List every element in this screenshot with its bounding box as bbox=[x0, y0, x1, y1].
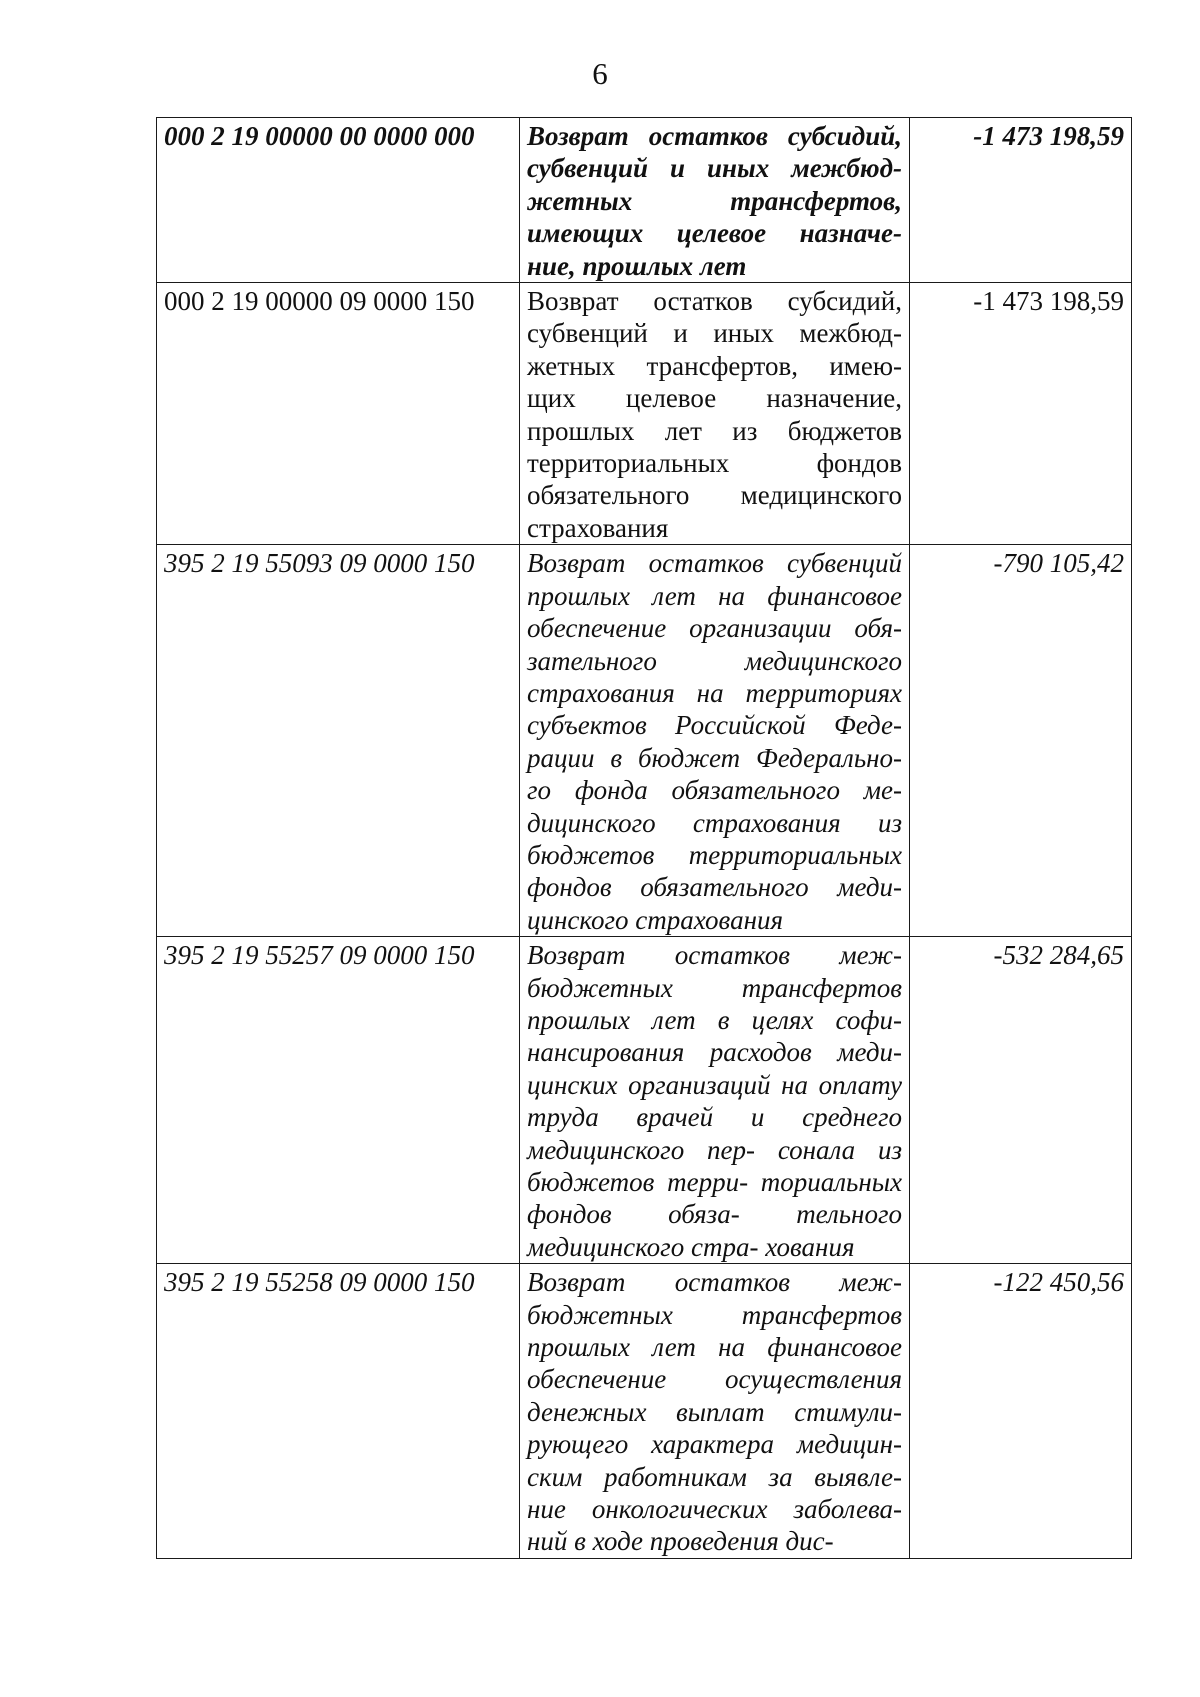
budget-code-cell: 395 2 19 55093 09 0000 150 bbox=[157, 545, 520, 937]
description-cell bbox=[520, 545, 910, 937]
description-line: прошлых лет из бюджетов bbox=[527, 415, 902, 446]
description-line: имеющих целевое назначе- bbox=[527, 218, 902, 249]
description-line: обязательного медицинского bbox=[527, 480, 902, 511]
description-line: ским работникам за выявле- bbox=[527, 1461, 902, 1492]
description-line: ний в ходе проведения дис- bbox=[527, 1526, 834, 1557]
description-line: страхования на территориях bbox=[527, 677, 902, 708]
description-line: сонала из бюджетов терри- bbox=[527, 1134, 903, 1197]
table-row bbox=[157, 1264, 1132, 1559]
description-line: бюджетных трансфертов bbox=[527, 1299, 902, 1330]
description-line: жетных трансфертов, bbox=[527, 185, 902, 216]
description-line: щих целевое назначение, bbox=[527, 383, 902, 414]
description-line: нансирования расходов меди- bbox=[527, 1037, 902, 1068]
description-line: дицинского страхования из bbox=[527, 807, 902, 838]
description-cell bbox=[520, 283, 910, 545]
description-line: Возврат остатков меж- bbox=[527, 940, 902, 971]
description-line: среднего медицинского пер- bbox=[527, 1102, 903, 1165]
page-number: 6 bbox=[592, 56, 608, 91]
table-row bbox=[157, 937, 1132, 1264]
description-line: тельного медицинского стра- bbox=[527, 1199, 902, 1262]
description-line: Возврат остатков меж- bbox=[527, 1267, 902, 1298]
description-line: го фонда обязательного ме- bbox=[527, 775, 902, 806]
amount-cell: -790 105,42 bbox=[910, 545, 1132, 937]
description-line: прошлых лет в целях софи- bbox=[527, 1004, 902, 1035]
description-line: рации в бюджет Федерально- bbox=[527, 742, 902, 773]
amount-cell: -532 284,65 bbox=[910, 937, 1132, 1264]
description-line: цинского страхования bbox=[527, 904, 784, 935]
budget-code-cell: 395 2 19 55258 09 0000 150 bbox=[157, 1264, 520, 1559]
description-line: Возврат остатков субсидий, bbox=[527, 121, 902, 151]
description-line: бюджетных трансфертов bbox=[527, 972, 902, 1003]
description-cell bbox=[520, 1264, 910, 1559]
description-line: ние онкологических заболева- bbox=[527, 1494, 902, 1525]
description-line: субвенций и иных межбюд- bbox=[527, 318, 902, 349]
description-line: страхования bbox=[527, 512, 669, 543]
description-line: территориальных фондов bbox=[527, 448, 902, 479]
budget-code-cell: 395 2 19 55257 09 0000 150 bbox=[157, 937, 520, 1264]
description-line: Возврат остатков субвенций bbox=[527, 548, 902, 579]
description-line: зательного медицинского bbox=[527, 645, 902, 676]
budget-classification-table bbox=[156, 117, 1132, 1559]
table-row bbox=[157, 118, 1132, 283]
description-line: рующего характера медицин- bbox=[527, 1429, 902, 1460]
budget-code-cell: 000 2 19 00000 00 0000 000 bbox=[157, 118, 520, 283]
amount-cell: -1 473 198,59 bbox=[910, 118, 1132, 283]
description-line: ние, прошлых лет bbox=[527, 250, 747, 281]
description-line: жетных трансфертов, имею- bbox=[527, 350, 902, 381]
description-cell bbox=[520, 937, 910, 1264]
description-line: прошлых лет на финансовое bbox=[527, 1332, 902, 1363]
description-line: фондов обязательного меди- bbox=[527, 872, 902, 903]
amount-cell: -1 473 198,59 bbox=[910, 283, 1132, 545]
description-line: бюджетов территориальных bbox=[527, 839, 902, 870]
description-line: денежных выплат стимули- bbox=[527, 1396, 902, 1427]
description-cell bbox=[520, 118, 910, 283]
description-line: субъектов Российской Феде- bbox=[527, 710, 902, 741]
description-line: обеспечение осуществления bbox=[527, 1364, 902, 1395]
amount-cell: -122 450,56 bbox=[910, 1264, 1132, 1559]
description-line: хования bbox=[765, 1231, 855, 1262]
description-line: на оплату труда врачей и bbox=[527, 1069, 902, 1133]
description-line: цинских организаций bbox=[527, 1069, 771, 1100]
table-row bbox=[157, 283, 1132, 545]
description-line: ториальных фондов обяза- bbox=[527, 1167, 902, 1230]
description-line: Возврат остатков субсидий, bbox=[527, 286, 902, 317]
description-line: прошлых лет на финансовое bbox=[527, 580, 902, 611]
description-line: субвенций и иных межбюд- bbox=[527, 153, 902, 184]
budget-code-cell: 000 2 19 00000 09 0000 150 bbox=[157, 283, 520, 545]
table-row bbox=[157, 545, 1132, 937]
description-line: обеспечение организации обя- bbox=[527, 613, 902, 644]
